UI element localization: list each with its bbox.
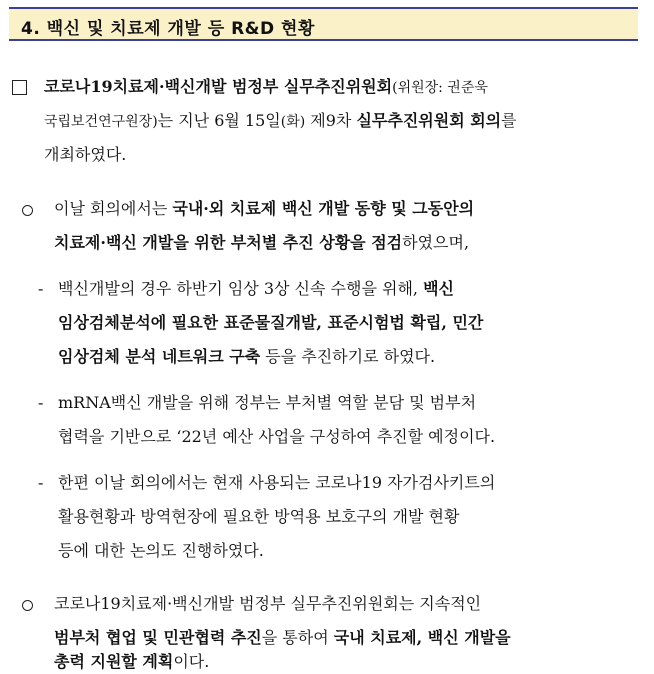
section-title: 4. 백신 및 치료제 개발 등 R&D 현황 — [21, 19, 315, 39]
square-bullet-icon — [12, 80, 27, 95]
selftest-text: 한편 이날 회의에서는 현재 사용되는 코로나19 자가검사키트의 — [58, 473, 496, 492]
selftest-text-cont: 활용현황과 방역현장에 필요한 방역용 보호구의 개발 현황 — [58, 507, 460, 526]
para6-line3 — [54, 651, 209, 673]
circle-bullet-icon — [22, 600, 33, 611]
para3-line2 — [58, 312, 483, 334]
mrna-text-cont: 협력을 기반으로 ‘22년 예산 사업을 구성하여 추진할 예정이다. — [58, 427, 496, 446]
held-text: 개최하였다. — [44, 145, 127, 164]
plan-support: 총력 지원할 계획 — [54, 652, 174, 671]
para1-line2 — [44, 110, 517, 133]
review-intro: 이날 회의에서는 — [54, 199, 173, 218]
committee-name: 코로나19치료제·백신개발 범정부 실무추진위원회 — [44, 77, 393, 96]
para1-line1 — [44, 76, 488, 99]
para2-line1 — [54, 198, 474, 220]
dash-bullet: - — [38, 473, 44, 492]
para5-line1 — [58, 472, 495, 494]
plan-target: 국내 치료제, 백신 개발을 — [333, 628, 511, 647]
dash-bullet: - — [38, 279, 44, 298]
vaccine-network: 임상검체 분석 네트워크 구축 — [58, 347, 261, 366]
particle-text: 를 — [501, 111, 517, 130]
meeting-name: 실무추진위원회 회의 — [356, 111, 502, 130]
para5-line3 — [58, 540, 264, 562]
weekday-text: (화) — [280, 114, 306, 130]
para1-line3 — [44, 144, 126, 166]
review-end: 하였으며, — [402, 233, 470, 252]
para6-line2 — [54, 627, 511, 649]
selftest-text-end: 등에 대한 논의도 진행하였다. — [58, 541, 264, 560]
para4-line2 — [58, 426, 495, 448]
para6-line1 — [54, 593, 481, 615]
vaccine-bold: 백신 — [423, 279, 454, 298]
review-topic-cont: 치료제·백신 개발을 위한 부처별 추진 상황을 점검 — [54, 233, 403, 252]
plan-intro: 코로나19치료제·백신개발 범정부 실무추진위원회는 지속적인 — [54, 594, 482, 613]
vaccine-end: 등을 추진하기로 하였다. — [260, 347, 436, 366]
plan-via: 을 통하여 — [261, 628, 334, 647]
para4-line1 — [58, 392, 476, 414]
para3-line1 — [58, 278, 454, 300]
mrna-text: mRNA백신 개발을 위해 정부는 부처별 역할 분담 및 범부처 — [58, 393, 477, 412]
plan-cooperation: 범부처 협업 및 민관협력 추진 — [54, 628, 262, 647]
circle-bullet-icon — [22, 205, 33, 216]
plan-end: 이다. — [173, 652, 210, 671]
chair-label: (위원장: 권준욱 — [392, 80, 488, 96]
para2-line2 — [54, 232, 469, 254]
section-header — [9, 7, 638, 41]
meeting-date-text: 는 지난 6월 15일 — [157, 111, 281, 130]
dash-bullet: - — [38, 393, 44, 412]
vaccine-items: 임상검체분석에 필요한 표준물질개발, 표준시험법 확립, 민간 — [58, 313, 484, 332]
meeting-number-text: 제9차 — [305, 111, 357, 130]
chair-org: 국립보건연구원장) — [44, 114, 158, 130]
para5-line2 — [58, 506, 459, 528]
vaccine-intro: 백신개발의 경우 하반기 임상 3상 신속 수행을 위해, — [58, 279, 424, 298]
para3-line3 — [58, 346, 435, 368]
review-topic: 국내·외 치료제 백신 개발 동향 및 그동안의 — [172, 199, 475, 218]
